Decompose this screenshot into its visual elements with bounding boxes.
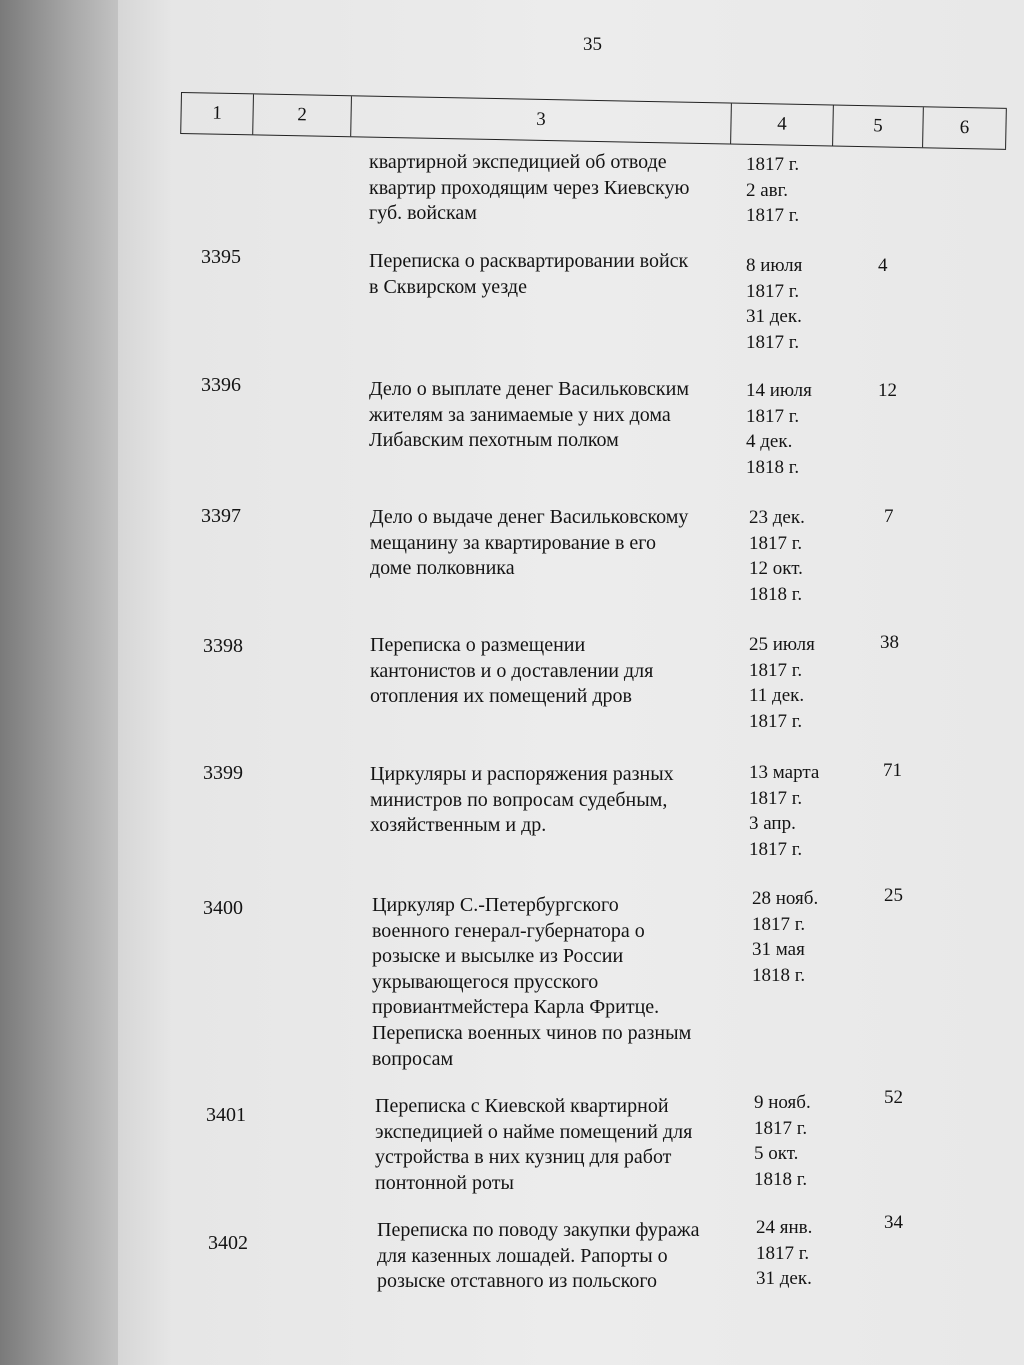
book-spine-shadow — [0, 0, 130, 1365]
record-sheet-count: 7 — [884, 506, 894, 527]
record-number: 3396 — [201, 374, 241, 396]
record-dates-line: 1818 г. — [749, 583, 803, 605]
record-dates-line: 4 дек. — [746, 431, 793, 452]
record-number: 3395 — [201, 246, 241, 268]
record-title-line: экспедицией о найме помещений для — [375, 1120, 693, 1143]
record-title — [375, 1094, 692, 1196]
record-title — [370, 505, 688, 582]
record-title-line: хозяйственным и др. — [370, 814, 547, 837]
record-dates-line: 1817 г. — [749, 532, 803, 554]
record-title-line: доме полковника — [370, 557, 515, 580]
record-title-line: Переписка по поводу закупки фуража — [377, 1219, 700, 1241]
record-title-line: Переписка о размещении — [370, 634, 586, 656]
record-dates-line: 1818 г. — [752, 964, 806, 986]
continued-entry-title-line: квартир проходящим через Киевскую — [369, 176, 690, 199]
record-title-line: устройства в них кузниц для работ — [375, 1146, 672, 1169]
record-sheet-count: 34 — [884, 1212, 903, 1233]
record-dates-line: 25 июля — [749, 634, 815, 655]
record-title-line: военного генерал-губернатора о — [372, 919, 645, 942]
record-number: 3399 — [203, 762, 243, 784]
record-sheet-count: 25 — [884, 885, 903, 906]
record-number: 3401 — [206, 1104, 246, 1126]
record-title-line: жителям за занимаемые у них дома — [369, 403, 671, 426]
record-title-line: провиантмейстера Карла Фритце. — [372, 996, 660, 1019]
record-title — [370, 762, 674, 839]
record-dates-line: 8 июля — [746, 255, 803, 276]
record-title-line: Циркуляр С.-Петербургского — [372, 894, 619, 916]
record-title — [370, 633, 653, 710]
record-dates-line: 1817 г. — [752, 913, 806, 935]
record-title-line: кантонистов и о доставлении для — [370, 659, 654, 682]
record-dates-line: 1817 г. — [754, 1117, 808, 1139]
header-col-3: 3 — [350, 96, 731, 143]
record-title-line: вопросам — [372, 1047, 454, 1070]
record-title-line: Дело о выплате денег Васильковским — [369, 378, 689, 400]
record-dates — [749, 505, 805, 607]
header-col-4: 4 — [730, 104, 833, 146]
header-col-1: 1 — [180, 93, 253, 134]
continued-entry-title — [369, 150, 689, 227]
continued-entry-title-line: квартирной экспедицией об отводе — [369, 151, 667, 173]
record-dates-line: 14 июля — [746, 380, 812, 401]
record-dates-line: 1817 г. — [746, 405, 800, 427]
record-sheet-count: 71 — [883, 760, 902, 781]
record-title-line: Переписка военных чинов по разным — [372, 1021, 692, 1044]
record-dates-line: 1817 г. — [749, 710, 803, 732]
record-dates — [746, 253, 802, 355]
record-dates-line: 1817 г. — [746, 280, 800, 302]
record-dates-line: 23 дек. — [749, 507, 805, 528]
record-title-line: розыске отставного из польского — [377, 1270, 658, 1293]
record-dates-line: 1818 г. — [746, 456, 800, 478]
record-dates-line: 13 марта — [749, 762, 820, 783]
record-dates — [749, 760, 819, 862]
record-dates-line: 1817 г. — [749, 659, 803, 681]
record-dates-line: 3 апр. — [749, 813, 796, 834]
page-number: 35 — [583, 34, 602, 55]
record-sheet-count: 52 — [884, 1087, 903, 1108]
continued-entry-dates-line: 1817 г. — [746, 205, 800, 226]
record-title-line: Переписка о расквартировании войск — [369, 250, 689, 272]
record-title-line: Либавским пехотным полком — [369, 429, 619, 452]
continued-entry-dates-line: 1817 г. — [746, 154, 800, 175]
record-title-line: министров по вопросам судебным, — [370, 788, 668, 811]
record-dates-line: 31 мая — [752, 939, 805, 960]
record-number: 3402 — [208, 1232, 248, 1254]
record-number: 3398 — [203, 635, 243, 657]
record-dates — [749, 632, 815, 734]
record-title-line: в Сквирском уезде — [369, 275, 527, 298]
record-title — [369, 377, 689, 454]
continued-entry-title-line: губ. войскам — [369, 202, 477, 225]
record-sheet-count: 12 — [878, 380, 897, 401]
record-dates-line: 1817 г. — [746, 331, 800, 353]
record-number: 3400 — [203, 897, 243, 919]
record-dates-line: 1817 г. — [756, 1242, 810, 1264]
record-title-line: Циркуляры и распоряжения разных — [370, 763, 674, 785]
record-dates-line: 1817 г. — [749, 838, 803, 860]
record-title — [377, 1218, 699, 1295]
record-title-line: отопления их помещений дров — [370, 685, 632, 708]
record-dates — [752, 886, 818, 988]
record-sheet-count: 4 — [878, 255, 888, 276]
record-title-line: Дело о выдаче денег Васильковскому — [370, 506, 689, 528]
record-dates-line: 11 дек. — [749, 685, 805, 706]
record-title-line: розыске и высылке из России — [372, 945, 624, 968]
record-dates-line: 5 окт. — [754, 1143, 799, 1164]
record-dates-line: 31 дек. — [756, 1268, 812, 1289]
continued-entry-dates — [746, 152, 799, 229]
record-title-line: Переписка с Киевской квартирной — [375, 1095, 669, 1117]
record-title-line: понтонной роты — [375, 1171, 514, 1194]
header-col-2: 2 — [252, 94, 351, 136]
record-number: 3397 — [201, 505, 241, 527]
record-dates-line: 12 окт. — [749, 558, 803, 579]
record-title — [369, 249, 688, 300]
record-dates-line: 28 нояб. — [752, 888, 819, 909]
record-dates-line: 1818 г. — [754, 1168, 808, 1190]
record-dates-line: 24 янв. — [756, 1217, 813, 1238]
record-title-line: мещанину за квартирование в его — [370, 531, 657, 554]
record-dates — [754, 1090, 811, 1192]
record-dates-line: 9 нояб. — [754, 1092, 811, 1113]
record-dates — [746, 378, 812, 480]
continued-entry-dates-line: 2 авг. — [746, 179, 789, 201]
header-col-6: 6 — [922, 107, 1007, 149]
record-dates-line: 31 дек. — [746, 306, 802, 327]
record-title-line: укрывающегося прусского — [372, 970, 599, 993]
record-dates-line: 1817 г. — [749, 787, 803, 809]
record-dates — [756, 1215, 812, 1292]
record-sheet-count: 38 — [880, 632, 899, 653]
record-title-line: для казенных лошадей. Рапорты о — [377, 1244, 668, 1267]
record-title — [372, 893, 691, 1072]
header-col-5: 5 — [832, 106, 923, 148]
